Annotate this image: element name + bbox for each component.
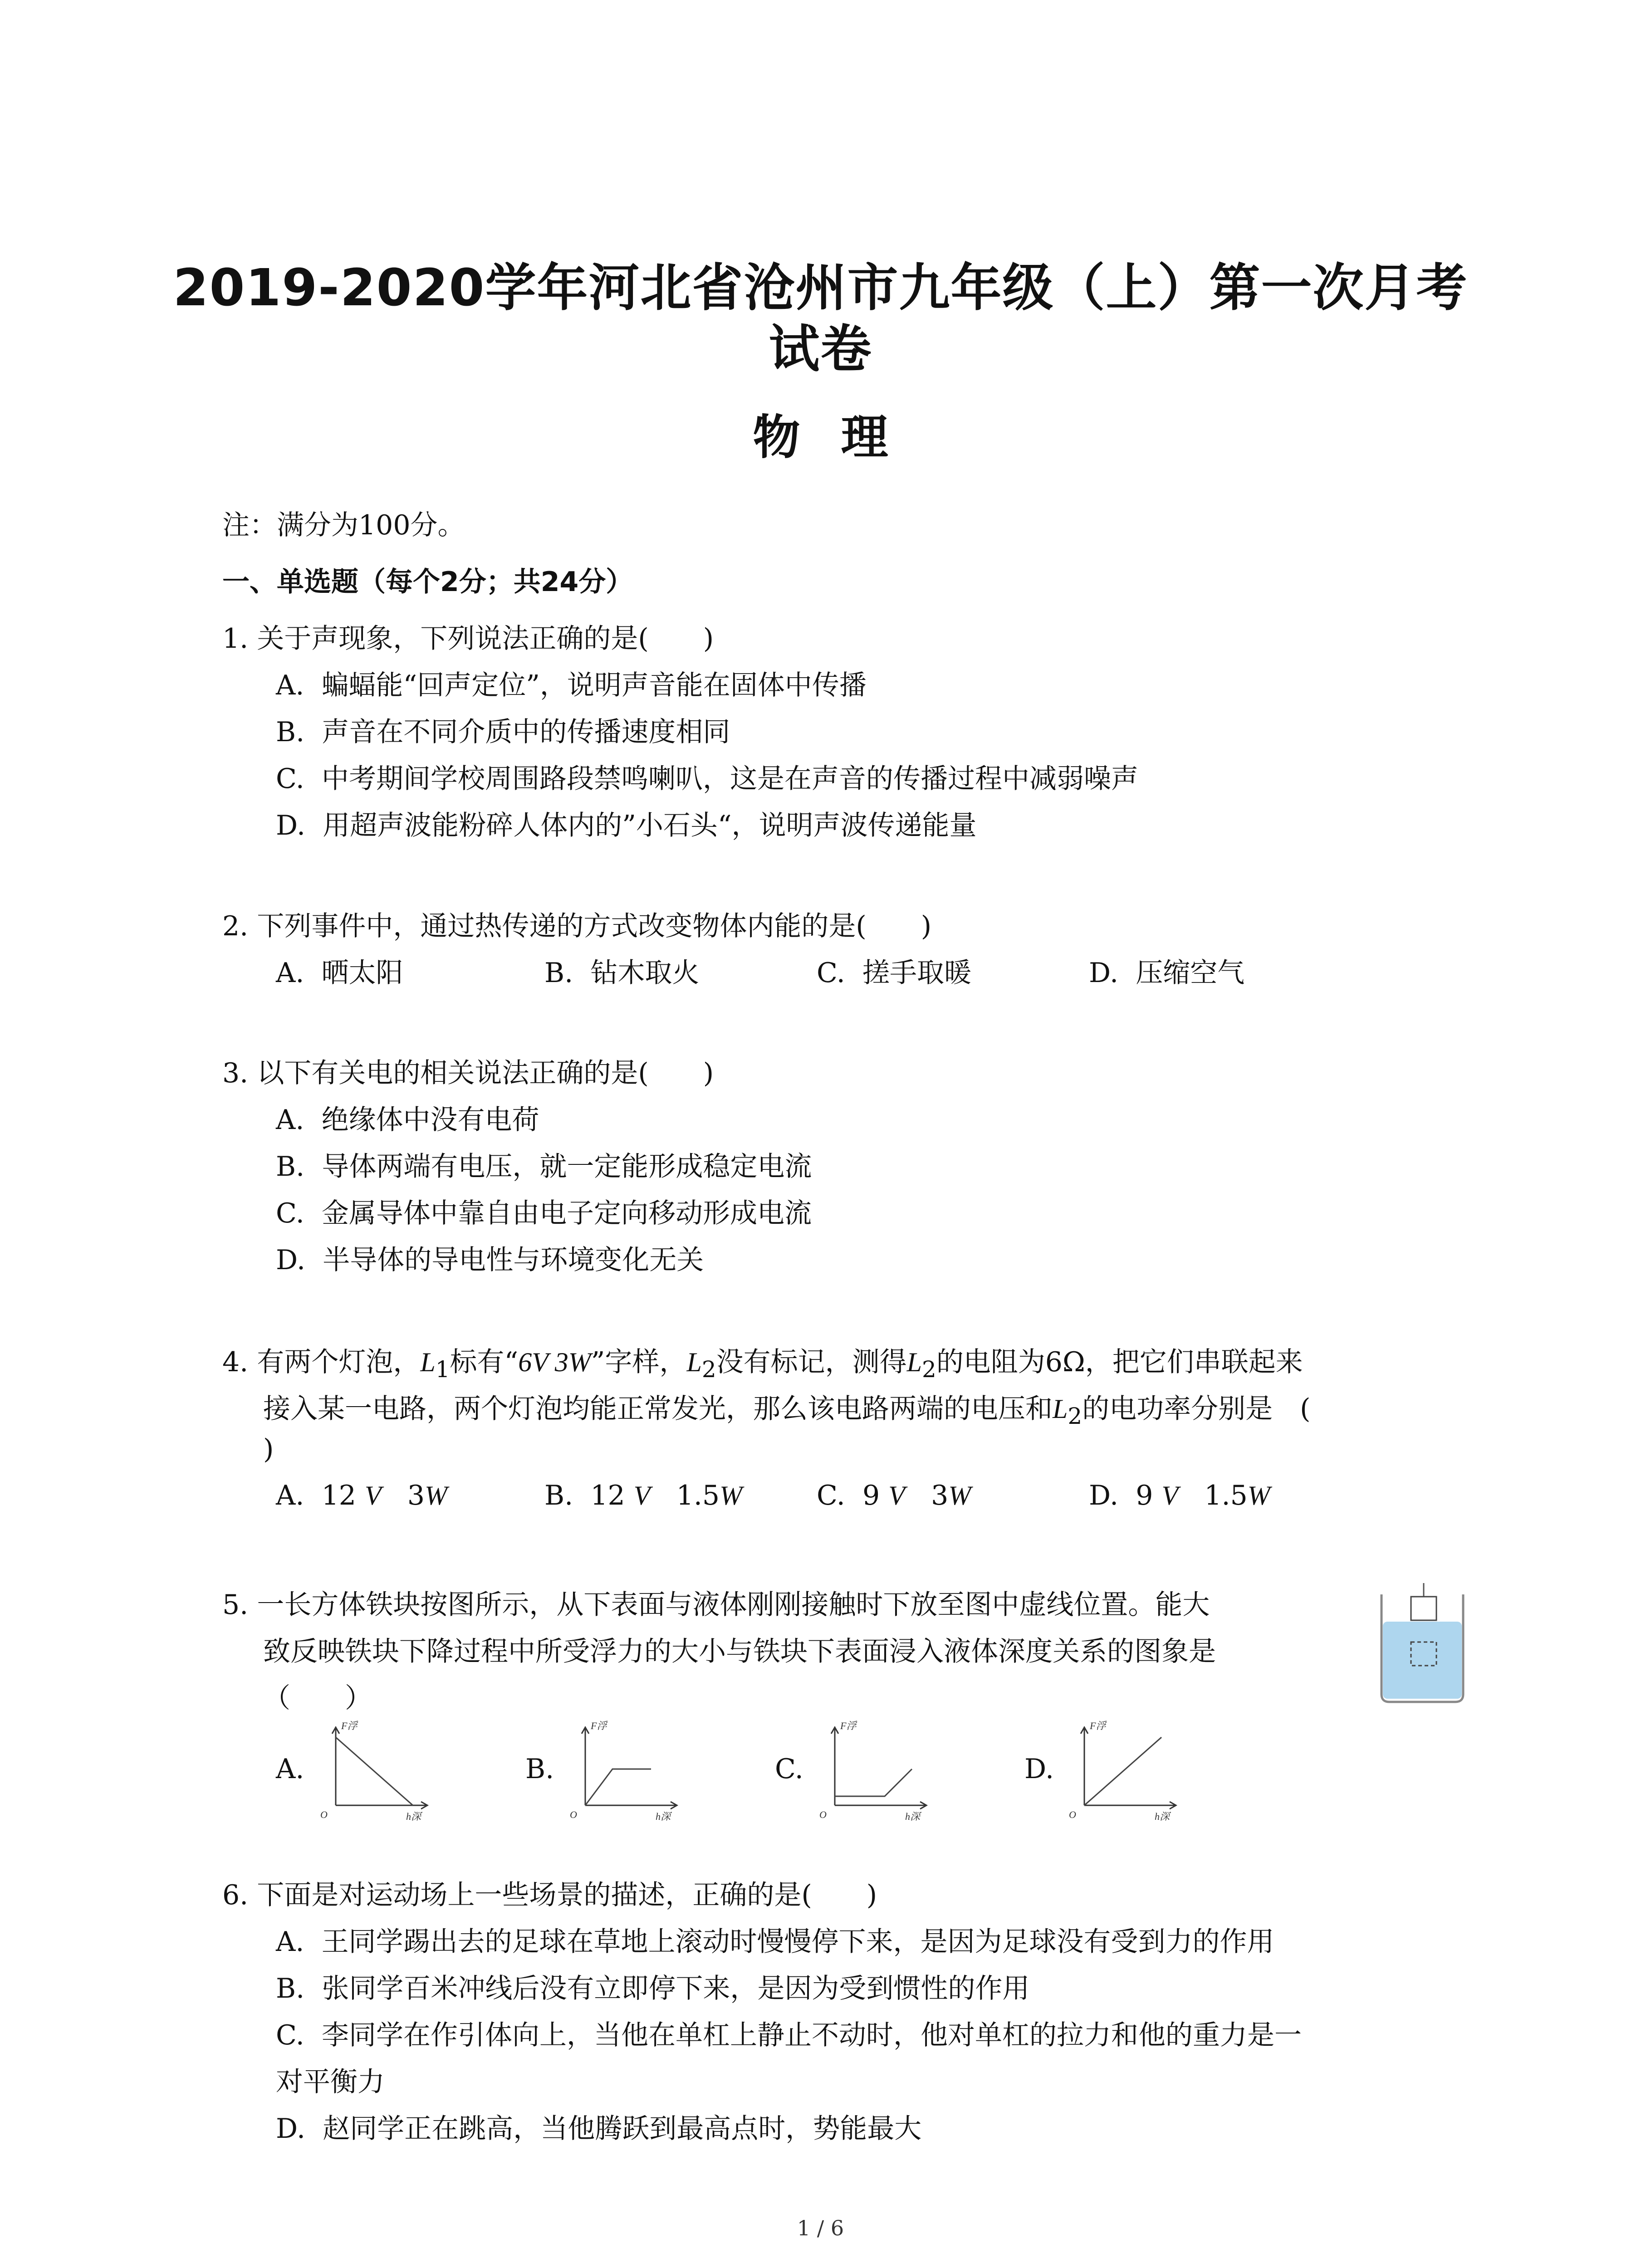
graph-curve	[585, 1769, 651, 1805]
q5-option-a-label[interactable]: A.	[276, 1753, 304, 1785]
graph-x-label: h深	[905, 1811, 921, 1822]
q1-option-d[interactable]: D. 用超声波能粉碎人体内的”小石头“，说明声波传递能量	[276, 810, 977, 841]
title-line-1: 2019-2020学年河北省沧州市九年级（上）第一次月考	[173, 259, 1468, 318]
q1-option-b[interactable]: B. 声音在不同介质中的传播速度相同	[276, 716, 730, 748]
subject-title: 物理	[753, 410, 929, 465]
q5-graph-d[interactable]	[1066, 1719, 1189, 1828]
q5-option-d-label[interactable]: D.	[1024, 1753, 1054, 1785]
graph-x-label: h深	[1155, 1811, 1170, 1822]
beaker-figure	[1379, 1583, 1465, 1706]
question-2-stem: 2. 下列事件中，通过热传递的方式改变物体内能的是( )	[222, 910, 932, 942]
q5-graph-b[interactable]	[567, 1719, 690, 1828]
title-line-2: 试卷	[769, 320, 872, 379]
q4-option-c[interactable]: C. 9 V 3W	[817, 1480, 971, 1511]
question-5-stem-line-3: （ ）	[263, 1682, 372, 1714]
beaker-liquid	[1383, 1622, 1462, 1699]
q2-option-b[interactable]: B. 钻木取火	[544, 957, 700, 989]
q2-option-a[interactable]: A. 晒太阳	[276, 957, 403, 989]
graph-y-label: F浮	[1090, 1720, 1106, 1731]
q2-option-d[interactable]: D. 压缩空气	[1089, 957, 1245, 989]
question-3-stem: 3. 以下有关电的相关说法正确的是( )	[222, 1057, 714, 1089]
graph-origin-label: O	[1069, 1809, 1076, 1820]
page-number: 1 / 6	[797, 2216, 844, 2240]
q5-option-c-label[interactable]: C.	[775, 1753, 803, 1785]
graph-origin-label: O	[570, 1809, 577, 1820]
q6-option-d[interactable]: D. 赵同学正在跳高，当他腾跃到最高点时，势能最大	[276, 2113, 922, 2145]
question-4-stem-line-3: )	[263, 1433, 274, 1465]
q1-option-a[interactable]: A. 蝙蝠能“回声定位”，说明声音能在固体中传播	[276, 670, 867, 701]
q6-option-c-continued: 对平衡力	[276, 2066, 385, 2098]
q4-option-d[interactable]: D. 9 V 1.5W	[1089, 1480, 1270, 1511]
graph-origin-label: O	[819, 1809, 827, 1820]
q4-option-a[interactable]: A. 12 V 3W	[276, 1480, 448, 1511]
graph-x-label: h深	[406, 1811, 421, 1822]
graph-curve	[835, 1769, 912, 1796]
q6-option-b[interactable]: B. 张同学百米冲线后没有立即停下来，是因为受到惯性的作用	[276, 1973, 1030, 2004]
q4-option-b[interactable]: B. 12 V 1.5W	[544, 1480, 743, 1511]
q1-option-c[interactable]: C. 中考期间学校周围路段禁鸣喇叭，这是在声音的传播过程中减弱噪声	[276, 763, 1138, 795]
question-6-stem: 6. 下面是对运动场上一些场景的描述，正确的是( )	[222, 1879, 877, 1911]
q3-option-d[interactable]: D. 半导体的导电性与环境变化无关	[276, 1244, 704, 1276]
question-5-stem-line-2: 致反映铁块下降过程中所受浮力的大小与铁块下表面浸入液体深度关系的图象是	[263, 1636, 1216, 1667]
iron-block	[1411, 1597, 1436, 1620]
question-4-stem-line-2: 接入某一电路，两个灯泡均能正常发光，那么该电路两端的电压和$L_2$的电功率分别是 (	[263, 1393, 1311, 1429]
q3-option-a[interactable]: A. 绝缘体中没有电荷	[276, 1104, 539, 1136]
graph-origin-label: O	[320, 1809, 328, 1820]
question-1-stem: 1. 关于声现象，下列说法正确的是( )	[222, 623, 714, 655]
q5-option-b-label[interactable]: B.	[525, 1753, 554, 1785]
graph-x-label: h深	[656, 1811, 671, 1822]
q3-option-c[interactable]: C. 金属导体中靠自由电子定向移动形成电流	[276, 1198, 812, 1229]
q6-option-c[interactable]: C. 李同学在作引体向上，当他在单杠上静止不动时，他对单杠的拉力和他的重力是一	[276, 2019, 1302, 2051]
graph-y-label: F浮	[591, 1720, 607, 1731]
graph-y-label: F浮	[840, 1720, 857, 1731]
graph-curve	[1084, 1737, 1161, 1805]
graph-curve	[336, 1737, 413, 1805]
question-5-stem-line-1: 5. 一长方体铁块按图所示，从下表面与液体刚刚接触时下放至图中虚线位置。能大	[222, 1589, 1210, 1621]
q5-graph-c[interactable]	[817, 1719, 939, 1828]
score-note: 注：满分为100分。	[222, 509, 465, 541]
q5-graph-a[interactable]	[318, 1719, 440, 1828]
q3-option-b[interactable]: B. 导体两端有电压，就一定能形成稳定电流	[276, 1151, 812, 1183]
graph-y-label: F浮	[341, 1720, 358, 1731]
section-heading-single-choice: 一、单选题（每个2分；共24分）	[222, 566, 633, 598]
q2-option-c[interactable]: C. 搓手取暖	[817, 957, 971, 989]
question-4-stem-line-1: 4. 有两个灯泡，$L_1$标有“6V 3W”字样，$L_2$没有标记，测得$L_2$的电阻为6Ω，把它们串联起来	[222, 1346, 1303, 1383]
q6-option-a[interactable]: A. 王同学踢出去的足球在草地上滚动时慢慢停下来，是因为足球没有受到力的作用	[276, 1926, 1274, 1958]
